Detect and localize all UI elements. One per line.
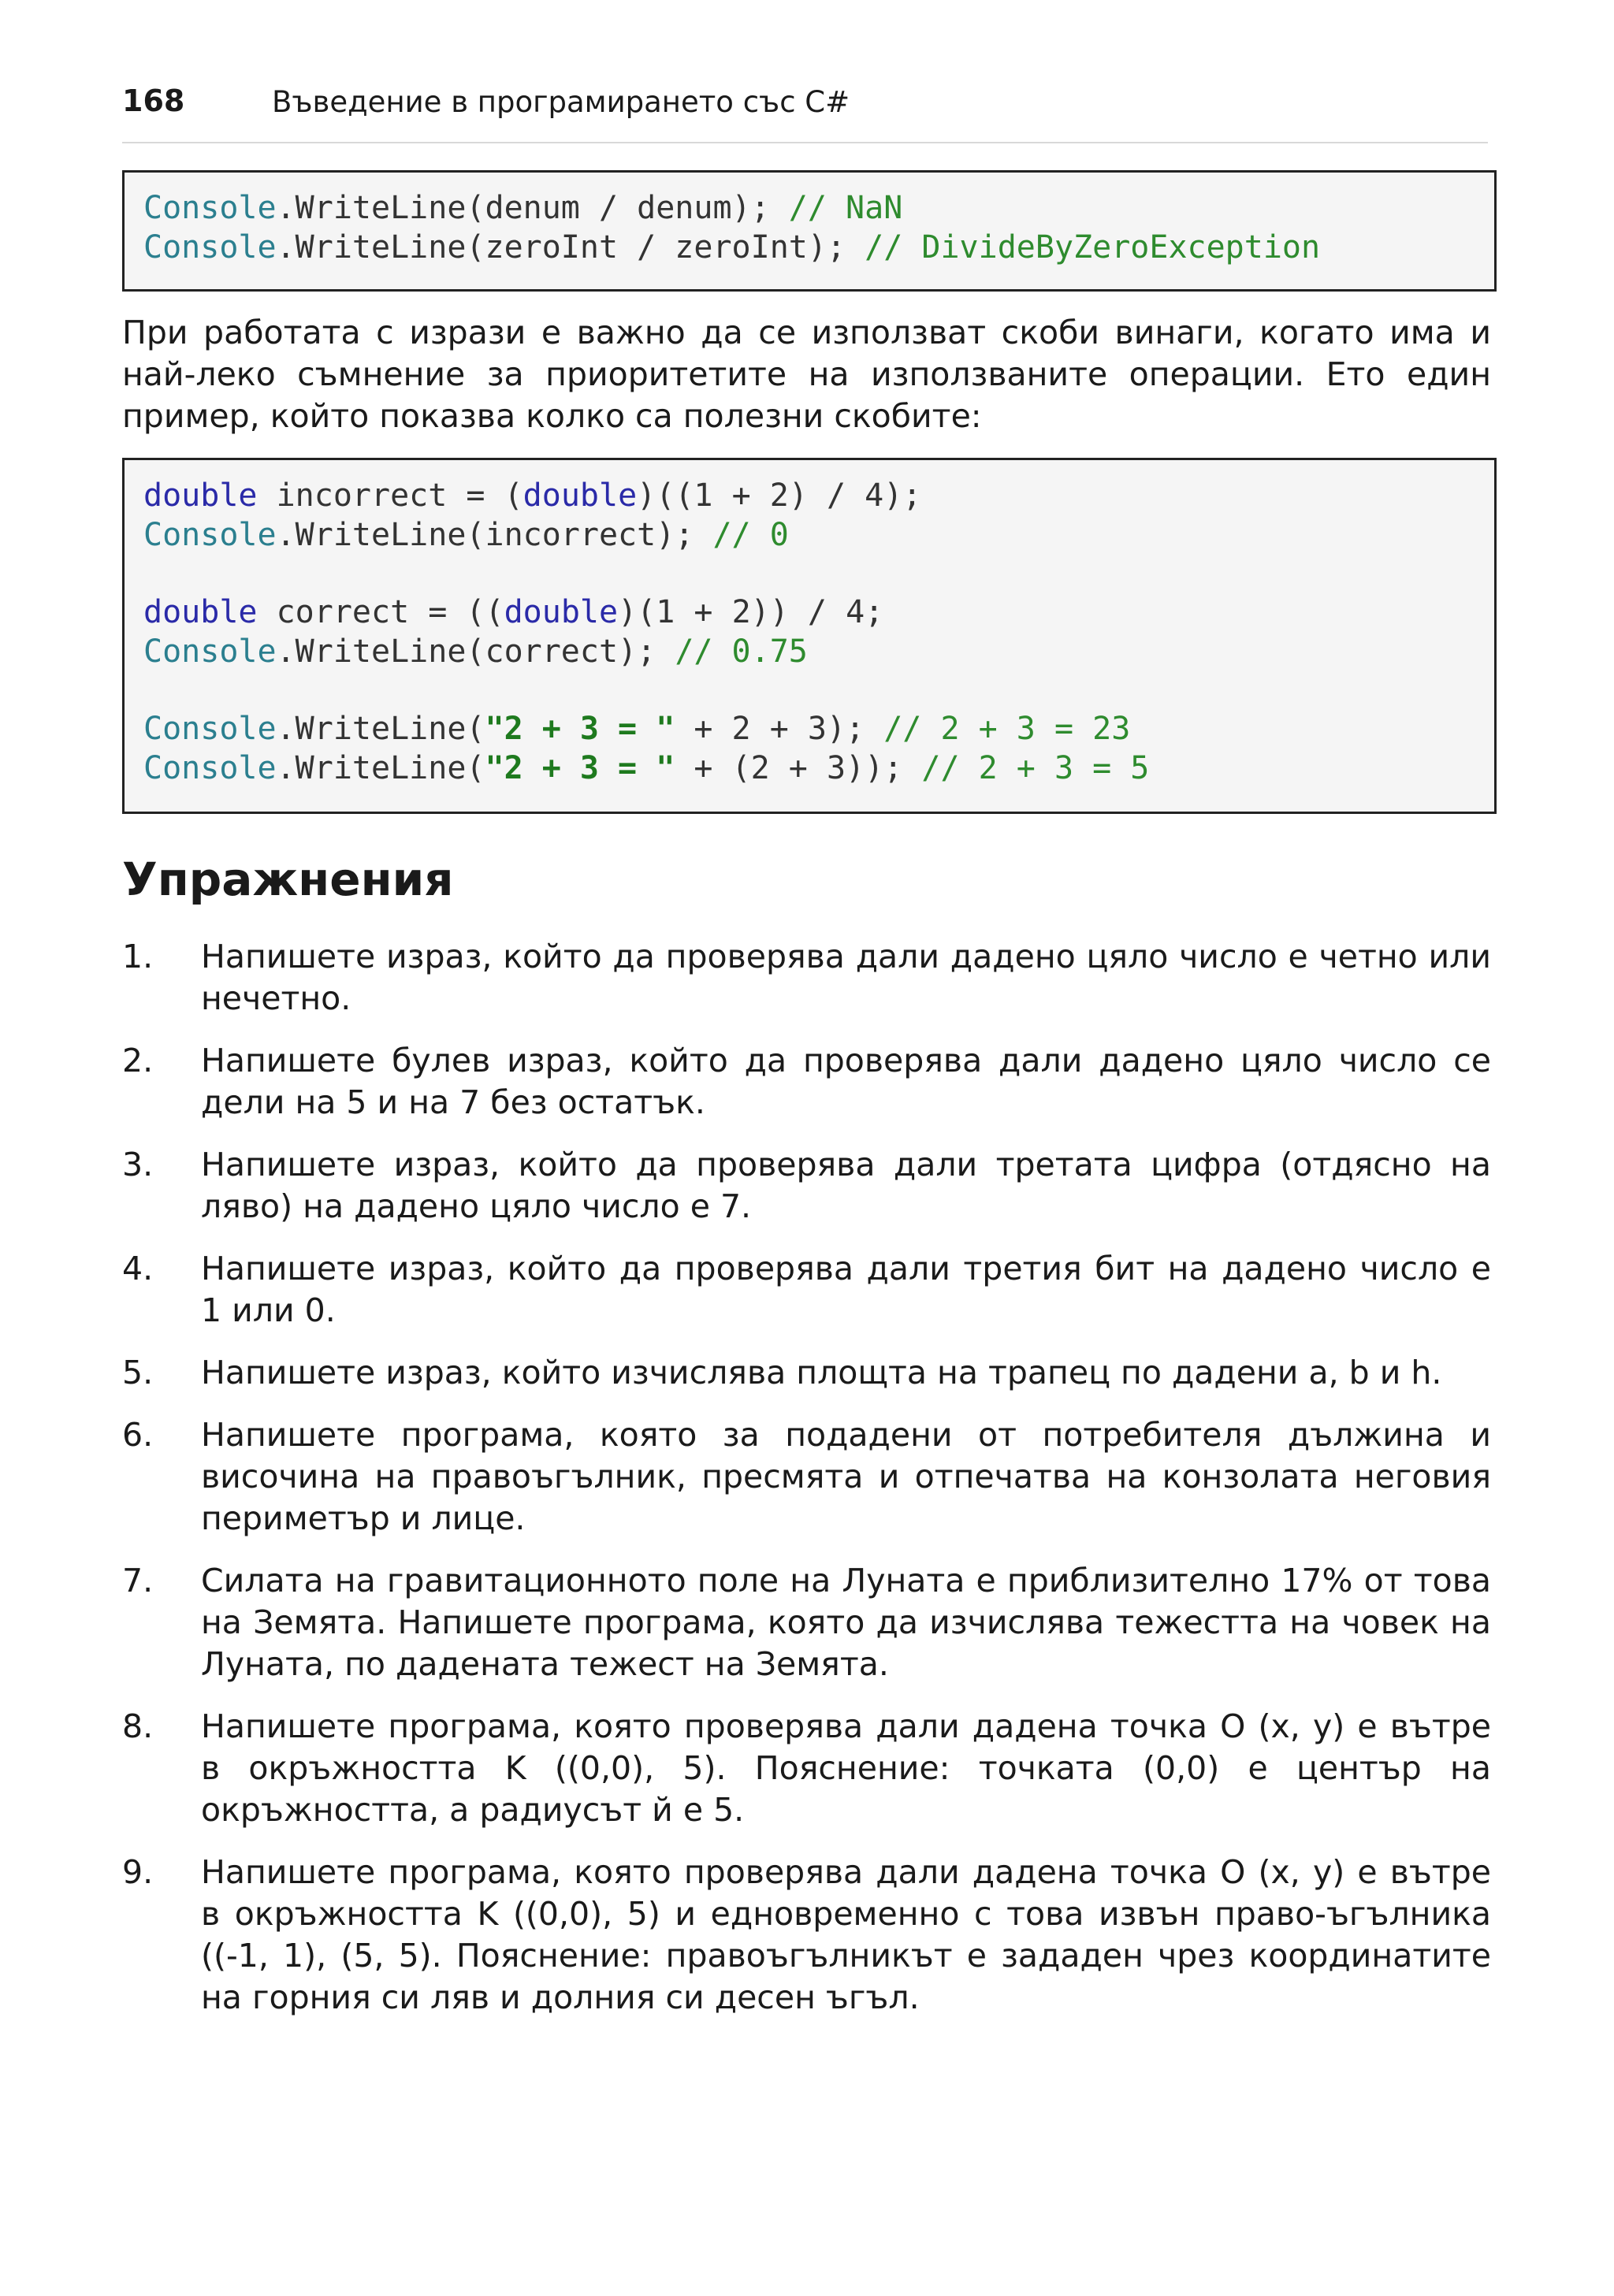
exercise-list (122, 936, 1491, 2039)
code-token: .WriteLine(denum / denum); (276, 190, 789, 226)
exercise-text: Напишете булев израз, който да проверява дали дадено цяло число се дели на 5 и на 7 без остатък. (201, 1042, 1491, 1121)
book-title: Въведение в програмирането със C# (272, 85, 850, 119)
code-token: .WriteLine(correct); (276, 633, 675, 670)
exercise-item (122, 1248, 1491, 1332)
code-token: .WriteLine(incorrect); (276, 517, 713, 553)
code-token: double (504, 594, 619, 630)
exercise-item (122, 1414, 1491, 1540)
code-token: .WriteLine( (276, 750, 485, 786)
code-token: // 2 + 3 = 23 (883, 711, 1131, 747)
code-token: double (143, 477, 258, 514)
code-token: // 0 (712, 517, 789, 553)
code-line (143, 749, 1494, 788)
code-token: Console (143, 750, 277, 786)
exercise-item (122, 936, 1491, 1020)
code-token: // DivideByZeroException (865, 229, 1321, 266)
exercise-item (122, 1144, 1491, 1228)
code-token: Console (143, 633, 277, 670)
exercise-number: 5. (122, 1354, 154, 1391)
page-header (122, 79, 1488, 143)
exercise-item (122, 1560, 1491, 1685)
exercise-number: 1. (122, 938, 154, 975)
code-line (143, 476, 1494, 515)
paragraph-parentheses-intro: При работата с изрази е важно да се използват скоби винаги, когато има и най-леко съмнение за приоритетите на използваните операции. Ето един пример, който показва колко са полезни скобите: (122, 314, 1491, 435)
code-token: "2 + 3 = " (485, 711, 675, 747)
code-line (143, 228, 1494, 267)
code-token: double (143, 594, 258, 630)
code-token: // 0.75 (675, 633, 808, 670)
code-token: Console (143, 229, 277, 266)
code-token: Console (143, 711, 277, 747)
exercise-item (122, 1852, 1491, 2019)
section-heading-exercises: Упражнения (122, 853, 454, 906)
exercise-item (122, 1706, 1491, 1831)
exercise-number: 7. (122, 1562, 154, 1599)
exercise-text: Напишете програма, която проверява дали дадена точка O (x, y) е вътре в окръжността K ((0,0), 5). Пояснение: точката (0,0) е център на окръжността, а радиусът й е 5. (201, 1707, 1491, 1829)
exercise-number: 3. (122, 1146, 154, 1183)
code-line (143, 593, 1494, 632)
code-token: Console (143, 517, 277, 553)
exercise-item (122, 1040, 1491, 1124)
code-block-parentheses (122, 458, 1497, 814)
code-token: .WriteLine( (276, 711, 485, 747)
exercise-text: Напишете израз, който да проверява дали третата цифра (отдясно на ляво) на дадено цяло число е 7. (201, 1146, 1491, 1225)
exercise-number: 6. (122, 1416, 154, 1454)
code-token: double (523, 477, 638, 514)
exercise-number: 4. (122, 1250, 154, 1287)
code-token: "2 + 3 = " (485, 750, 675, 786)
exercise-text: Силата на гравитационното поле на Луната е приблизително 17% от това на Земята. Напишете програма, която да изчислява тежестта на човек на Луната, по дадената тежест на Земята. (201, 1562, 1491, 1683)
code-token: // NaN (788, 190, 903, 226)
code-line (143, 709, 1494, 749)
code-line (143, 188, 1494, 228)
code-token: // 2 + 3 = 5 (921, 750, 1150, 786)
exercise-number: 8. (122, 1707, 154, 1745)
code-token: )((1 + 2) / 4); (637, 477, 922, 514)
code-blank-line (143, 671, 1494, 709)
exercise-text: Напишете програма, която проверява дали дадена точка O (x, y) е вътре в окръжността K ((0,0), 5) и едновременно с това извън право-ъгълника ((-1, 1), (5, 5). Пояснение: правоъгълникът е зададен чрез координатите на горния си ляв и долния си десен ъгъл. (201, 1853, 1491, 2016)
code-token: correct = (( (257, 594, 504, 630)
code-blank-line (143, 555, 1494, 593)
code-token: + (2 + 3)); (675, 750, 922, 786)
code-token: + 2 + 3); (675, 711, 884, 747)
exercise-text: Напишете израз, който да проверява дали дадено цяло число е четно или нечетно. (201, 938, 1491, 1017)
exercise-item (122, 1352, 1491, 1394)
code-token: Console (143, 190, 277, 226)
code-token: incorrect = ( (257, 477, 523, 514)
code-token: )(1 + 2)) / 4; (618, 594, 884, 630)
code-line (143, 515, 1494, 555)
exercise-text: Напишете програма, която за подадени от потребителя дължина и височина на правоъгълник, пресмята и отпечатва на конзолата неговия периметър и лице. (201, 1416, 1491, 1537)
page-number: 168 (122, 84, 185, 118)
exercise-text: Напишете израз, който да проверява дали третия бит на дадено число е 1 или 0. (201, 1250, 1491, 1329)
code-token: .WriteLine(zeroInt / zeroInt); (276, 229, 865, 266)
exercise-text: Напишете израз, който изчислява площта на трапец по дадени a, b и h. (201, 1354, 1442, 1391)
exercise-number: 2. (122, 1042, 154, 1079)
code-block-division (122, 170, 1497, 292)
code-line (143, 632, 1494, 671)
exercise-number: 9. (122, 1853, 154, 1891)
